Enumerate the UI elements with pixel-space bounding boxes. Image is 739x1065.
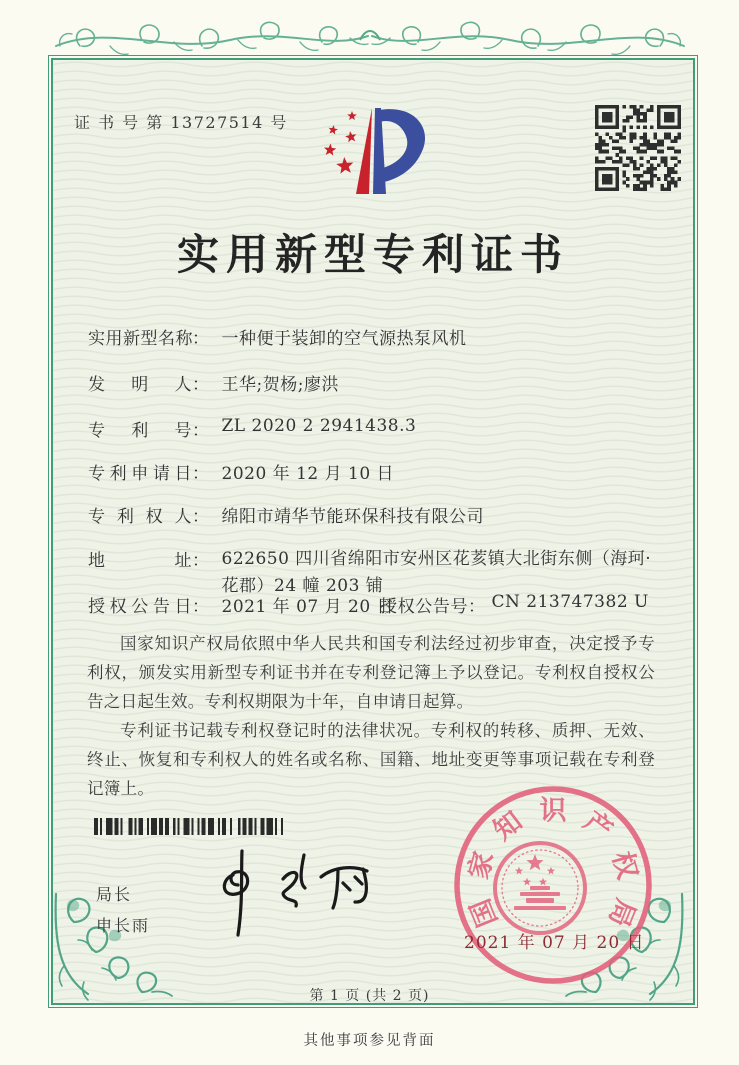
legal-text-block <box>87 629 655 803</box>
field-value: ZL 2020 2 2941438.3 <box>221 416 417 436</box>
certificate-number: 证 书 号 第 13727514 号 <box>74 113 288 132</box>
svg-text:识: 识 <box>539 795 567 827</box>
field-label: 授权公告号 <box>380 597 468 617</box>
body-paragraph-2: 专利证书记载专利权登记时的法律状况。专利权的转移、质押、无效、终止、恢复和专利权人的姓名或名称、国籍、地址变更等事项记载在专利登记簿上。 <box>87 721 655 798</box>
svg-text:家: 家 <box>463 848 501 883</box>
page-number: 第 1 页 (共 2 页) <box>309 988 430 1004</box>
field-value: 2020 年 12 月 10 日 <box>221 464 395 484</box>
svg-text:局: 局 <box>602 894 642 932</box>
svg-text:知: 知 <box>487 805 529 847</box>
back-note: 其他事项参见背面 <box>303 1033 436 1049</box>
director-signature <box>205 845 395 940</box>
field-row-name: 实用新型名称 ： 一种便于装卸的空气源热泵风机 <box>88 324 467 349</box>
signer-block <box>96 879 150 941</box>
field-row-grant-no: 授权公告号 ： CN 213747382 U <box>380 592 649 617</box>
top-ornament <box>50 4 690 60</box>
field-label: 专利申请日 <box>88 464 192 484</box>
field-value: 2021 年 07 月 20 日 <box>221 597 395 617</box>
official-seal <box>450 786 658 994</box>
field-value: 622650 四川省绵阳市安州区花荄镇大北街东侧（海珂·花郡）24 幢 203 铺 <box>221 549 652 596</box>
cnipa-logo-icon <box>303 94 448 206</box>
field-label: 专利权人 <box>88 507 192 527</box>
field-value: 王华;贺杨;廖洪 <box>221 375 339 395</box>
barcode <box>94 818 287 835</box>
field-label: 授权公告日 <box>88 597 192 617</box>
svg-text:权: 权 <box>605 848 643 883</box>
field-row-filing-date: 专利申请日 ： 2020 年 12 月 10 日 <box>88 459 394 484</box>
seal-date: 2021 年 07 月 20 日 <box>464 933 645 953</box>
field-value: 绵阳市靖华节能环保科技有限公司 <box>221 507 484 527</box>
field-row-grant-date: 授权公告日 ： 2021 年 07 月 20 日 <box>88 592 394 617</box>
field-row-inventors: 发明人 ： 王华;贺杨;廖洪 <box>88 370 339 395</box>
field-row-address: 地址 ： 622650 四川省绵阳市安州区花荄镇大北街东侧（海珂·花郡）24 幢 203 铺 <box>88 546 654 600</box>
qr-code <box>595 105 681 191</box>
svg-text:国: 国 <box>464 894 504 932</box>
signer-post: 局长 <box>96 885 133 904</box>
field-value: 一种便于装卸的空气源热泵风机 <box>221 329 467 349</box>
field-label: 发明人 <box>88 375 192 395</box>
svg-text:产: 产 <box>577 805 619 847</box>
field-label: 实用新型名称 <box>88 329 193 349</box>
field-value: CN 213747382 U <box>491 592 649 612</box>
field-label: 地址 <box>88 551 192 571</box>
signer-name: 申长雨 <box>96 916 151 935</box>
certificate-title: 实用新型专利证书 <box>176 230 569 279</box>
field-row-patentee: 专利权人 ： 绵阳市靖华节能环保科技有限公司 <box>88 502 484 527</box>
field-row-patent-no: 专利号 ： ZL 2020 2 2941438.3 <box>88 416 417 441</box>
field-label: 专利号 <box>88 421 192 441</box>
body-paragraph-1: 国家知识产权局依照中华人民共和国专利法经过初步审查，决定授予专利权，颁发实用新型专利证书并在专利登记簿上予以登记。专利权自授权公告之日起生效。专利权期限为十年，自申请日起算。 <box>87 634 655 711</box>
